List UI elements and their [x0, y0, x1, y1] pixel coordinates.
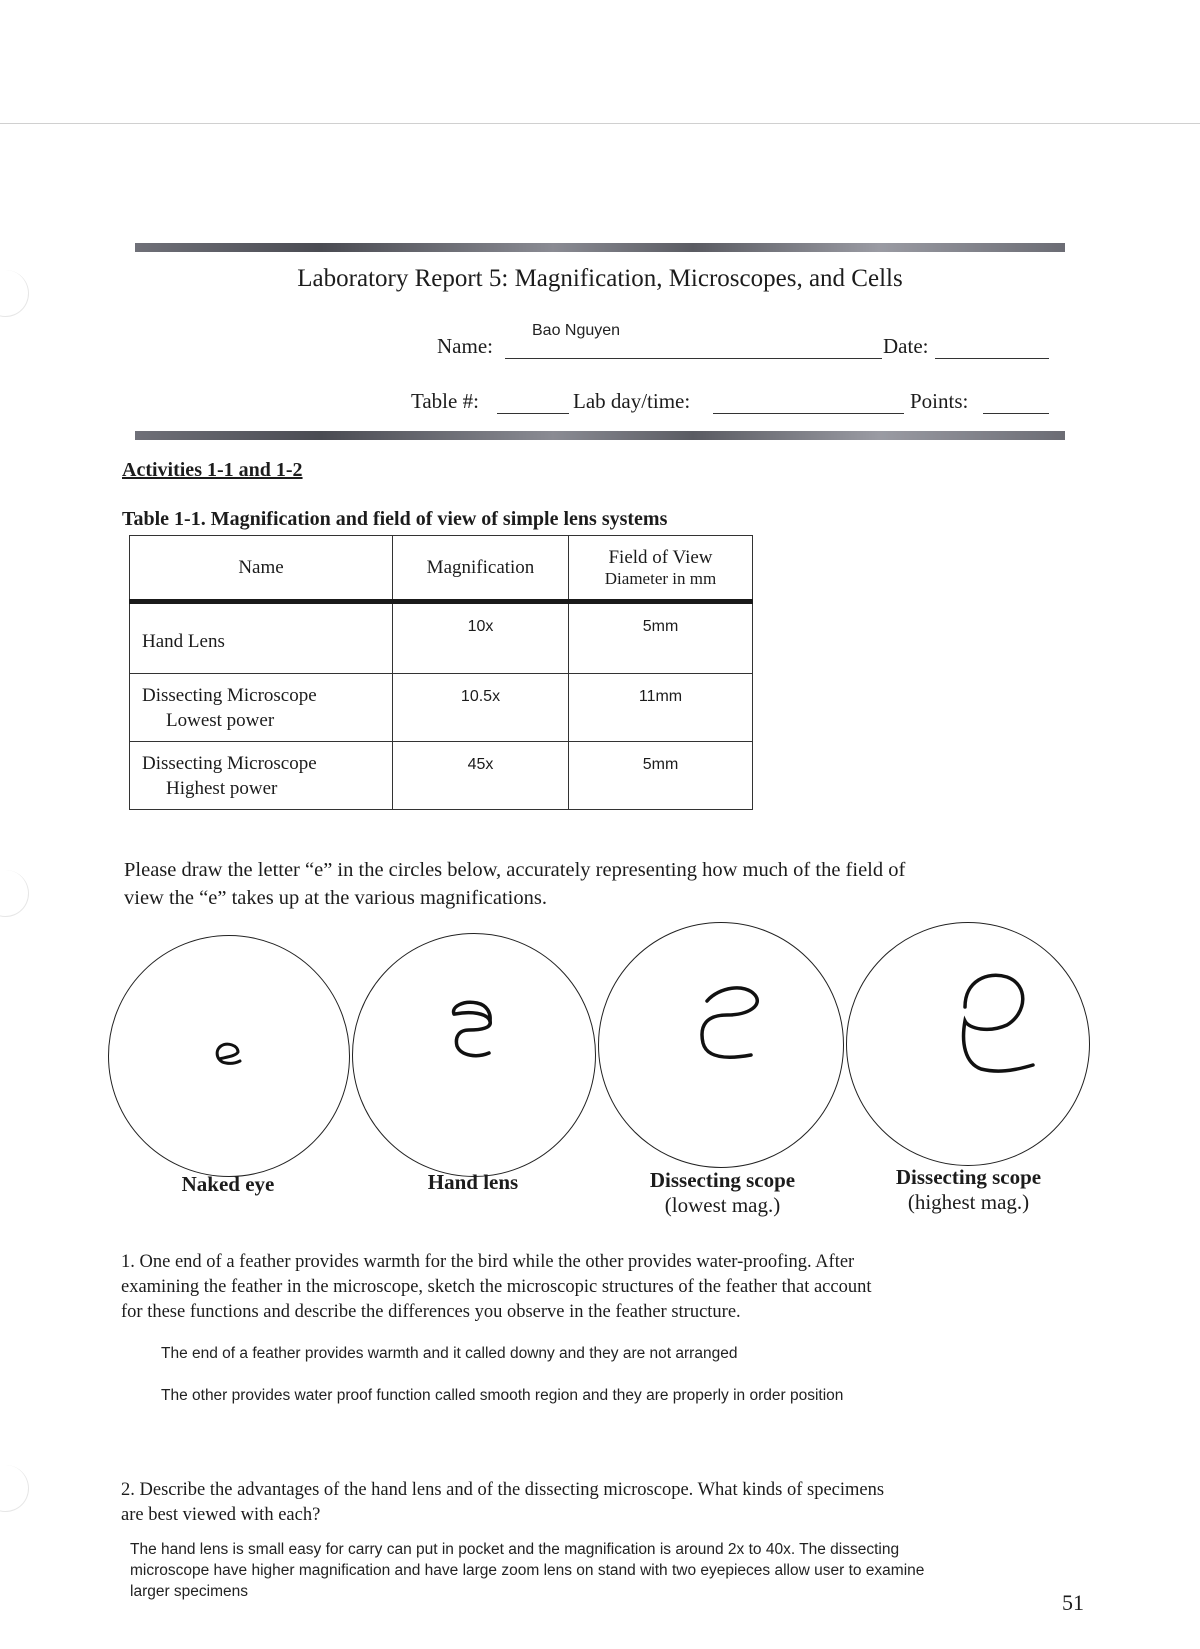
drawn-letter-e-medium [353, 934, 595, 1176]
table-row [130, 742, 753, 810]
row-name [130, 674, 393, 742]
caption-hand-lens [373, 1170, 573, 1195]
fov-circle-dissecting-lowest[interactable] [598, 922, 844, 1168]
drawn-letter-e-largest [847, 923, 1089, 1165]
caption-bold: Dissecting scope [895, 1165, 1042, 1189]
question-2-line2: are best viewed with each? [121, 1505, 321, 1525]
fov-circle-naked-eye[interactable] [108, 935, 350, 1177]
binder-hole-mark [0, 1465, 29, 1512]
row-name-line1: Dissecting Microscope [142, 684, 317, 706]
answer-1-line1: The end of a feather provides warmth and it called downy and they are not arranged [161, 1345, 738, 1362]
header-bottom-bar [135, 431, 1065, 440]
answer-2-line3: larger specimens [130, 1583, 249, 1600]
table-caption: Table 1-1. Magnification and field of view of simple lens systems [122, 508, 668, 530]
points-field[interactable] [983, 413, 1049, 414]
caption-sub: (lowest mag.) [664, 1193, 781, 1217]
row-name-line1: Hand Lens [142, 631, 225, 652]
header-name: Name [130, 536, 393, 602]
question-2 [121, 1478, 1081, 1528]
header-magnification: Magnification [393, 536, 569, 602]
row-fov[interactable]: 5mm [569, 742, 753, 810]
name-field[interactable] [505, 358, 882, 359]
header-field-of-view [569, 536, 753, 602]
caption-bold: Naked eye [181, 1172, 275, 1196]
table-number-label: Table #: [411, 389, 479, 413]
date-label: Date: [883, 334, 929, 358]
binder-hole-mark [0, 870, 29, 917]
header-fov-line2: Diameter in mm [604, 568, 717, 588]
table-row [130, 602, 753, 674]
caption-sub: (highest mag.) [907, 1190, 1030, 1214]
header-top-bar [135, 243, 1065, 252]
table-row [130, 674, 753, 742]
question-1 [121, 1250, 1081, 1325]
fov-circle-hand-lens[interactable] [352, 933, 596, 1177]
row-fov[interactable]: 11mm [569, 674, 753, 742]
name-label: Name: [437, 334, 493, 358]
row-magnification[interactable]: 10.5x [393, 674, 569, 742]
row-magnification[interactable]: 10x [393, 602, 569, 674]
caption-dissecting-highest [856, 1165, 1081, 1215]
caption-bold: Hand lens [427, 1170, 519, 1194]
table-number-field[interactable] [497, 413, 569, 414]
name-value: Bao Nguyen [532, 322, 621, 339]
fov-circle-dissecting-highest[interactable] [846, 922, 1090, 1166]
header-fov-line1: Field of View [608, 546, 713, 568]
date-field[interactable] [935, 358, 1049, 359]
row-fov[interactable]: 5mm [569, 602, 753, 674]
answer-2-line1: The hand lens is small easy for carry can put in pocket and the magnification is around 2x to 40x. The dissecting [130, 1541, 900, 1558]
row-name-line1: Dissecting Microscope [142, 752, 317, 774]
answer-2 [130, 1539, 1070, 1602]
row-name-line2: Lowest power [166, 709, 275, 731]
drawn-letter-e-large [599, 923, 843, 1167]
row-name-line2: Highest power [166, 777, 278, 799]
drawn-letter-e-small [109, 936, 349, 1176]
points-label: Points: [910, 389, 969, 413]
row-magnification[interactable]: 45x [393, 742, 569, 810]
question-2-line1: 2. Describe the advantages of the hand lens and of the dissecting microscope. What kinds of specimens [121, 1480, 885, 1500]
lab-day-field[interactable] [713, 413, 904, 414]
question-1-line3: for these functions and describe the differences you observe in the feather structure. [121, 1302, 741, 1322]
answer-2-line2: microscope have higher magnification and have large zoom lens on stand with two eyepieces allow user to examine [130, 1562, 925, 1579]
row-name [130, 742, 393, 810]
caption-naked-eye [128, 1172, 328, 1197]
answer-1-line2: The other provides water proof function called smooth region and they are properly in order position [161, 1387, 844, 1404]
caption-dissecting-lowest [610, 1168, 835, 1218]
magnification-table [129, 535, 753, 810]
question-1-line2: examining the feather in the microscope, sketch the microscopic structures of the feather that account [121, 1277, 872, 1297]
report-title: Laboratory Report 5: Magnification, Microscopes, and Cells [297, 265, 903, 292]
question-1-line1: 1. One end of a feather provides warmth for the bird while the other provides water-proofing. After [121, 1252, 855, 1272]
caption-bold: Dissecting scope [649, 1168, 796, 1192]
section-heading: Activities 1-1 and 1-2 [122, 459, 303, 481]
drawing-instruction-line1: Please draw the letter “e” in the circles below, accurately representing how much of the field of [124, 859, 906, 881]
scan-edge-line [0, 123, 1200, 124]
lab-day-label: Lab day/time: [573, 389, 691, 413]
row-name [130, 602, 393, 674]
drawing-instruction-line2: view the “e” takes up at the various magnifications. [124, 887, 547, 909]
table-header-row [130, 536, 753, 602]
page-number: 51 [1062, 1590, 1084, 1615]
